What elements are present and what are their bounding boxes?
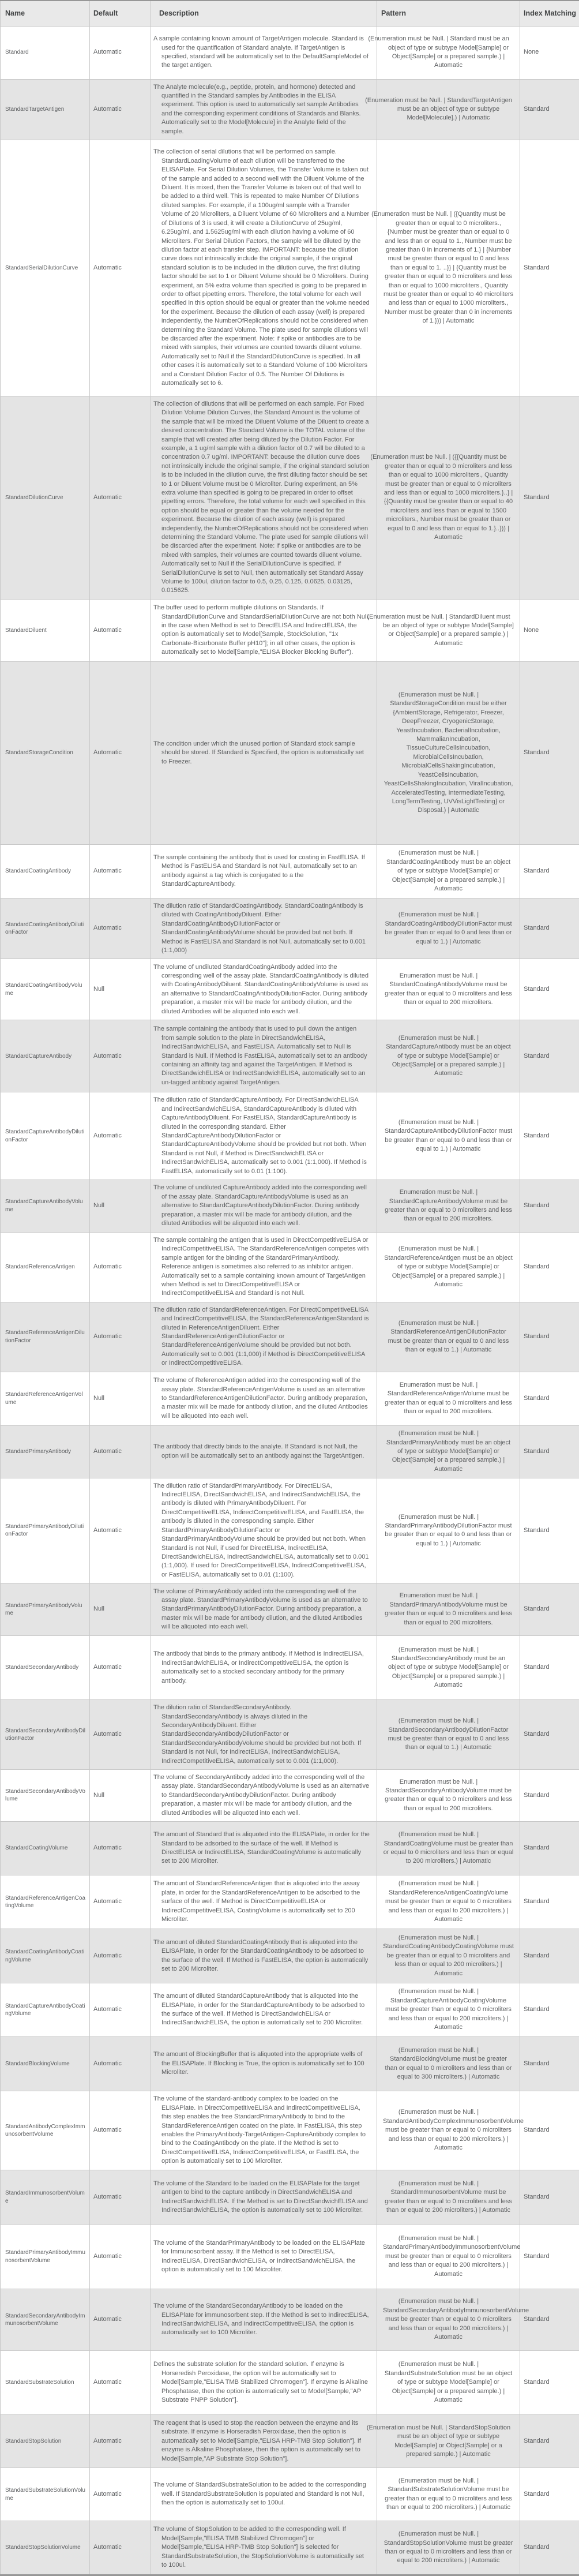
option-description-cell: The volume of StandardSubstrateSolution to be added to the corresponding well. If StandardSubstrateSolution is populated and Standard is not Null, then the option is automatically set to 100ul. (151, 2468, 377, 2521)
option-index-matching-cell: Standard (520, 2091, 579, 2170)
option-pattern-cell: (Enumeration must be Null. | StandardStopSolution must be an object of type or subtype Model[Sample] or Object[Sample] or a prepared sample.) | Automatic (377, 2415, 520, 2468)
table-row (1, 2225, 579, 2289)
option-description-cell: The buffer used to perform multiple dilutions on Standards. If StandardDilutionCurve and StandardSerialDilutionCurve are not both Null, in the case when Method is set to DirectELISA and IndirectELISA, the option is automatically set to Model[Sample, StockSolution, "1x Carbonate-Bicarbonate Buffer pH10"]; in all other cases, the option is automatically set to Model[Sample,"ELISA Blocker Blocking Buffer"). (151, 599, 377, 661)
option-name-cell: StandardSubstrateSolution (1, 2351, 90, 2415)
option-index-matching-cell: Standard (520, 1232, 579, 1302)
option-description-cell: The Analyte molecule(e.g., peptide, protein, and hormone) detected and quantified in the Standard samples by Antibodies in the ELISA experiment. This option is used to automatically set sample Antibodies and the corresponding experiment conditions of Standards and Blanks. Automatically set to the Model[Molecule] in the Analyte field of the sample. (151, 79, 377, 140)
option-index-matching-cell: Standard (520, 1425, 579, 1478)
option-pattern-cell: (Enumeration must be Null. | StandardTargetAntigen must be an object of type or subtype Model[Molecule].) | Automatic (377, 79, 520, 140)
column-header-name: Name (1, 1, 90, 26)
table-row (1, 2521, 579, 2575)
header-row (1, 1, 579, 26)
column-header-default: Default (90, 1, 151, 26)
option-pattern-cell: (Enumeration must be Null. | StandardCoatingAntibodyCoatingVolume must be greater than or equal to 0 microliters and less than or equal to 200 microliters.) | Automatic (377, 1929, 520, 1983)
column-header-description: Description (151, 1, 377, 26)
option-name-cell: StandardDilutionCurve (1, 396, 90, 599)
column-header-index-matching: Index Matching (520, 1, 579, 26)
option-index-matching-cell: Standard (520, 79, 579, 140)
option-description-cell: The amount of StandardReferenceAntigen that is aliquoted into the assay plate, in order for the StandardReferenceAntigen to be adsorbed to the surface of the well. If Method is DirectCompetitiveELISA or IndirectCompetitiveELISA, CoatingVolume is automatically set to 200 Microliter. (151, 1875, 377, 1929)
option-default-cell: Automatic (90, 1700, 151, 1770)
option-name-cell: StandardSecondaryAntibodyDilutionFactor (1, 1700, 90, 1770)
option-default-cell: Null (90, 959, 151, 1020)
option-name-cell: StandardSecondaryAntibody (1, 1636, 90, 1700)
option-name-cell: StandardPrimaryAntibodyDilutionFactor (1, 1478, 90, 1583)
option-default-cell: Automatic (90, 1929, 151, 1983)
option-pattern-cell: Enumeration must be Null. | StandardPrimaryAntibodyVolume must be greater than or equal to 0 microliters and less than or equal to 200 microliters. (377, 1583, 520, 1636)
option-pattern-cell: (Enumeration must be Null. | Standard must be an object of type or subtype Model[Sample] or Object[Sample] or a prepared sample.) | Automatic (377, 26, 520, 79)
option-index-matching-cell: Standard (520, 1302, 579, 1372)
option-index-matching-cell: Standard (520, 1583, 579, 1636)
option-default-cell: Automatic (90, 2037, 151, 2091)
table-row (1, 396, 579, 599)
option-description-cell: The amount of diluted StandardCoatingAntibody that is aliquoted into the ELISAPlate, in order for the StandardCoatingAntibody to be adsorbed to the surface of the well. If Method is FastELISA, the option is automatically set to 200 Microliter. (151, 1929, 377, 1983)
table-row (1, 661, 579, 844)
table-row (1, 599, 579, 661)
option-default-cell: Automatic (90, 1636, 151, 1700)
option-index-matching-cell: Standard (520, 1180, 579, 1232)
option-index-matching-cell: Standard (520, 1875, 579, 1929)
option-name-cell: StandardStopSolution (1, 2415, 90, 2468)
option-name-cell: StandardPrimaryAntibody (1, 1425, 90, 1478)
option-default-cell: Automatic (90, 1302, 151, 1372)
option-description-cell: The volume of the Standard to be loaded on the ELISAPlate for the target antigen to bind to the capture antibody in DirectSandwichELISA and IndirectSandwichELISA. If the Method is set to DirectSandwichELISA and IndirectSandwichELISA, the option is automatically set to 100 Microliter. (151, 2170, 377, 2225)
option-pattern-cell: Enumeration must be Null. | StandardCoatingAntibodyVolume must be greater than or equal to 0 microliters and less than or equal to 200 microliters. (377, 959, 520, 1020)
option-description-cell: The volume of the StandardSecondaryAntibody to be loaded on the ELISAPlate for immunosorbent step. If the Method is set to IndirectELISA, IndirectSandwichELISA, and IndirectCompetitiveELISA, the option is automatically set to 100 Microliter. (151, 2289, 377, 2351)
option-default-cell: Automatic (90, 599, 151, 661)
option-name-cell: StandardReferenceAntigenVolume (1, 1372, 90, 1425)
option-index-matching-cell: Standard (520, 661, 579, 844)
option-name-cell: StandardCoatingAntibodyCoatingVolume (1, 1929, 90, 1983)
table-row (1, 1875, 579, 1929)
table-row (1, 844, 579, 898)
option-name-cell: StandardReferenceAntigenCoatingVolume (1, 1875, 90, 1929)
option-pattern-cell: (Enumeration must be Null. | StandardCaptureAntibodyCoatingVolume must be greater than or equal to 0 microliters and less than or equal to 200 microliters.) | Automatic (377, 1983, 520, 2037)
option-description-cell: The sample containing the antibody that is used to pull down the antigen from sample solution to the plate in DirectSandwichELISA, IndirectSandwichELISA, and FastELISA. Automatically set to Null is Standard is Null. If Method is FastELISA, automatically set to an antibody containing an affinity tag and against the TargetAntigen. If Method is DirectSandwichELISA or IndirectSandwichELISA, automatically set to an un-tagged antibody against TargetAntigen. (151, 1020, 377, 1092)
option-description-cell: The amount of diluted StandardCaptureAntibody that is aliquoted into the ELISAPlate, in order for the StandardCaptureAntibody to be adsorbed to the surface of the well. If Method is DirectSandwichELISA or IndirectSandwichELISA, the option is automatically set to 200 Microliter. (151, 1983, 377, 2037)
option-index-matching-cell: Standard (520, 2170, 579, 2225)
option-description-cell: The antibody that directly binds to the analyte. If Standard is not Null, the option will be automatically set to an antibody against the TargetAntigen. (151, 1425, 377, 1478)
option-name-cell: StandardReferenceAntigenDilutionFactor (1, 1302, 90, 1372)
option-default-cell: Automatic (90, 396, 151, 599)
option-default-cell: Automatic (90, 2415, 151, 2468)
option-pattern-cell: (Enumeration must be Null. | ({Quantity must be greater than or equal to 0 microliters., {Number must be greater than or equal to 0 and less than or equal to 1., Number must be greater than 0 in increments of 1.} | {Number must be greater than or equal to 0 and less than or equal to 1. ..}} | {Quantity must be greater than or equal to 0 microliters and less than or equal to 1000 microliters., Quantity must be greater than or equal to 40 microliters and less than or equal to 1000 microliters., Number must be greater than 0 in increments of 1.})) | Automatic (377, 140, 520, 396)
option-index-matching-cell: Standard (520, 1929, 579, 1983)
table-row (1, 1769, 579, 1821)
option-default-cell: Automatic (90, 140, 151, 396)
option-description-cell: The reagent that is used to stop the reaction between the enzyme and its substrate. If enzyme is Horseradish Peroxidase, then the option is automatically set to Model[Sample,"ELISA HRP-TMB Stop Solution"]. If enzyme is Alkaline Phosphatase, then the option is automatically set to Model[Sample,"AP Substrate Stop Solution"]. (151, 2415, 377, 2468)
option-default-cell: Automatic (90, 1425, 151, 1478)
option-description-cell: The dilution ratio of StandardCaptureAntibody. For DirectSandwichELISA and IndirectSandwichELISA, StandardCaptureAntibody is diluted with CaptureAntibodyDiluent. For FastELISA, StandardCaptureAntibody is diluted in the corresponding standard. Either StandardCaptureAntibodyDilutionFactor or StandardCaptureAntibodyVolume should be provided but not both. When Standard is not Null, if Method is DirectSandwichELISA or IndirectSandwichELISA, automatically set to 0.001 (1:1,000). If Method is FastELISA, automatically set to 0.01 (1:100). (151, 1092, 377, 1180)
option-pattern-cell: (Enumeration must be Null. | StandardCoatingAntibody must be an object of type or subtype Model[Sample] or Object[Sample] or a prepared sample.) | Automatic (377, 844, 520, 898)
option-name-cell: StandardReferenceAntigen (1, 1232, 90, 1302)
table-header (1, 1, 579, 26)
column-header-pattern: Pattern (377, 1, 520, 26)
option-description-cell: The dilution ratio of StandardReferenceAntigen. For DirectCompetitiveELISA and IndirectCompetitiveELISA, the StandardReferenceAntigenStandard is diluted in ReferenceAntigenDiluent. Either StandardReferenceAntigenDilutionFactor or StandardReferenceAntigenVolume should be provided but not both. Automatically set to 0.001 (1:1,000) if Method is DirectCompetitiveELISA or IndirectCompetitiveELISA. (151, 1302, 377, 1372)
option-description-cell: The sample containing the antigen that is used in DirectCompetitiveELISA or IndirectCompetitiveELISA. The StandardReferenceAntigen competes with sample antigen for the binding of the StandardPrimaryAntibody. Reference antigen is sometimes also referred to as inhibitor antigen. Automatically set to a sample containing known amount of TargetAntigen when Method is set to DirectCompetitiveELISA or IndirectCompetitiveELISA and Standard is not Null. (151, 1232, 377, 1302)
option-index-matching-cell: Standard (520, 2351, 579, 2415)
option-pattern-cell: (Enumeration must be Null. | StandardDiluent must be an object of type or subtype Model[Sample] or Object[Sample] or a prepared sample.) | Automatic (377, 599, 520, 661)
option-name-cell: StandardSubstrateSolutionVolume (1, 2468, 90, 2521)
table-row (1, 1302, 579, 1372)
table-row (1, 1583, 579, 1636)
option-pattern-cell: (Enumeration must be Null. | StandardSecondaryAntibodyDilutionFactor must be greater than or equal to 0 and less than or equal to 1.) | Automatic (377, 1700, 520, 1770)
option-name-cell: StandardSecondaryAntibodyVolume (1, 1769, 90, 1821)
option-index-matching-cell: None (520, 599, 579, 661)
option-name-cell: Standard (1, 26, 90, 79)
option-name-cell: StandardCaptureAntibodyCoatingVolume (1, 1983, 90, 2037)
option-pattern-cell: (Enumeration must be Null. | StandardSecondaryAntibody must be an object of type or subtype Model[Sample] or Object[Sample] or a prepared sample.) | Automatic (377, 1636, 520, 1700)
table-row (1, 1636, 579, 1700)
table-row (1, 1983, 579, 2037)
option-pattern-cell: (Enumeration must be Null. | StandardReferenceAntigenCoatingVolume must be greater than or equal to 0 microliters and less than or equal to 200 microliters.) | Automatic (377, 1875, 520, 1929)
option-pattern-cell: (Enumeration must be Null. | StandardReferenceAntigenDilutionFactor must be greater than or equal to 0 and less than or equal to 1.) | Automatic (377, 1302, 520, 1372)
option-default-cell: Automatic (90, 1478, 151, 1583)
option-pattern-cell: (Enumeration must be Null. | StandardSecondaryAntibodyImmunosorbentVolume must be greater than or equal to 0 microliters and less than or equal to 200 microliters.) | Automatic (377, 2289, 520, 2351)
option-index-matching-cell: Standard (520, 1478, 579, 1583)
table-row (1, 2037, 579, 2091)
option-name-cell: StandardTargetAntigen (1, 79, 90, 140)
table-row (1, 2091, 579, 2170)
option-description-cell: The volume of ReferenceAntigen added into the corresponding well of the assay plate. StandardReferenceAntigenVolume is used as an alternative to StandardReferenceAntigenDilutionFactor. During antibody preparation, a master mix will be made for antibody dilution, and the diluted Antibodies will be aliquoted into each well. (151, 1372, 377, 1425)
option-default-cell: Automatic (90, 1983, 151, 2037)
option-description-cell: The amount of BlockingBuffer that is aliquoted into the appropriate wells of the ELISAPlate. If Blocking is True, the option is automatically set to 100 Microliter. (151, 2037, 377, 2091)
option-description-cell: The antibody that binds to the primary antibody. If Method is IndirectELISA, IndirectSandwichELISA, or IndirectCompetitiveELISA, the option is automatically set to a stocked secondary antibody for the primary antibody. (151, 1636, 377, 1700)
option-name-cell: StandardDiluent (1, 599, 90, 661)
option-pattern-cell: (Enumeration must be Null. | StandardStopSolutionVolume must be greater than or equal to 0 microliters and less than or equal to 200 microliters.) | Automatic (377, 2521, 520, 2575)
option-description-cell: The volume of StopSolution to be added to the corresponding well. If Model[Sample,"ELISA TMB Stabilized Chromogen"] or Model[Sample,"ELISA HRP-TMB Stop Solution"] is selected for StandardSubstrateSolution, the StopSolutionVolume is automatically set to 100ul. (151, 2521, 377, 2575)
option-pattern-cell: (Enumeration must be Null. | StandardCaptureAntibody must be an object of type or subtype Model[Sample] or Object[Sample] or a prepared sample.) | Automatic (377, 1020, 520, 1092)
table-row (1, 1372, 579, 1425)
table-row (1, 26, 579, 79)
table-row (1, 1425, 579, 1478)
option-index-matching-cell: None (520, 26, 579, 79)
option-index-matching-cell: Standard (520, 2225, 579, 2289)
option-default-cell: Automatic (90, 1822, 151, 1875)
table-row (1, 2170, 579, 2225)
option-index-matching-cell: Standard (520, 844, 579, 898)
option-name-cell: StandardPrimaryAntibodyVolume (1, 1583, 90, 1636)
option-pattern-cell: (Enumeration must be Null. | StandardCoatingAntibodyDilutionFactor must be greater than or equal to 0 and less than or equal to 1.) | Automatic (377, 898, 520, 958)
option-default-cell: Automatic (90, 898, 151, 958)
option-name-cell: StandardImmunosorbentVolume (1, 2170, 90, 2225)
option-name-cell: StandardPrimaryAntibodyImmunosorbentVolume (1, 2225, 90, 2289)
option-name-cell: StandardCoatingAntibodyDilutionFactor (1, 898, 90, 958)
option-description-cell: The volume of undiluted StandardCoatingAntibody added into the corresponding well of the assay plate. StandardCoatingAntibody is diluted with CoatingAntibodyDiluent. StandardCoatingAntibodyVolume is used as an alternative to StandardCoatingAntibodyDilutionFactor. During antibody preparation, a master mix will be made for antibody dilution, and the diluted Antibodies will be aliquoted into each well. (151, 959, 377, 1020)
option-pattern-cell: Enumeration must be Null. | StandardCaptureAntibodyVolume must be greater than or equal to 0 microliters and less than or equal to 200 microliters. (377, 1180, 520, 1232)
table-row (1, 79, 579, 140)
option-name-cell: StandardCoatingVolume (1, 1822, 90, 1875)
option-description-cell: The volume of undiluted CaptureAntibody added into the corresponding well of the assay plate. StandardCaptureAntibodyVolume is used as an alternative to StandardCaptureAntibodyDilutionFactor. During antibody preparation, a master mix will be made for antibody dilution, and the diluted Antibodies will be aliquoted into each well. (151, 1180, 377, 1232)
option-description-cell: The volume of PrimaryAntibody added into the corresponding well of the assay plate. StandardPrimaryAntibodyVolume is used as an alternative to StandardPrimaryAntibodyDilutionFactor. During antibody preparation, a master mix will be made for antibody dilution, and the diluted Antibodies will be aliquoted into each well. (151, 1583, 377, 1636)
option-index-matching-cell: Standard (520, 2468, 579, 2521)
option-pattern-cell: (Enumeration must be Null. | StandardBlockingVolume must be greater than or equal to 0 microliters and less than or equal to 300 microliters.) | Automatic (377, 2037, 520, 2091)
option-default-cell: Automatic (90, 1020, 151, 1092)
table-row (1, 1092, 579, 1180)
option-pattern-cell: Enumeration must be Null. | StandardSecondaryAntibodyVolume must be greater than or equal to 0 microliters and less than or equal to 200 microliters. (377, 1769, 520, 1821)
option-index-matching-cell: Standard (520, 1372, 579, 1425)
option-default-cell: Automatic (90, 1875, 151, 1929)
option-index-matching-cell: Standard (520, 959, 579, 1020)
option-default-cell: Automatic (90, 2289, 151, 2351)
option-pattern-cell: (Enumeration must be Null. | StandardPrimaryAntibody must be an object of type or subtype Model[Sample] or Object[Sample] or a prepared sample.) | Automatic (377, 1425, 520, 1478)
option-description-cell: The collection of dilutions that will be performed on each sample. For Fixed Dilution Volume Dilution Curves, the Standard Amount is the volume of the sample that will be mixed the Diluent Volume of the Diluent to create a desired concentration. The Standard Volume is the TOTAL volume of the sample that will created after being diluted by the Dilution Factor. For example, a 1 ug/ml sample with a dilution factor of 0.7 will be diluted to a concentration 0.7 ug/ml. IMPORTANT: because the dilution curve does not intrinsically include the original sample, if the original standard solution is to be included in the dilution curve, the first diluting factor should be set to 1 or Diluent Volume must be 0 Microliter. During experiment, an 5% extra volume than specified is going to be prepared in order to offset pipetting errors. Therefore, the total volume for each well specified in this option should be equal or greater than the volume needed for the experiment. Because the dilution of each assay (well) is prepared independently, the NumberOfReplications should not be considered when determining the Standard Volume. The plate used for sample dilutions will be discarded after the experiment. Note: if spike or antibodies are to be mixed with samples, their volumes are counted towards diluent volume. Automatically set to Null if the SerialDilutionCurve is specified. If SerialDilutionCurve is set to Null, then automatically set Standard Assay Volume to 100ul, dilution factor to 0.5, 0.25, 0.125, 0.0625, 0.03125, 0.015625. (151, 396, 377, 599)
table-row (1, 2289, 579, 2351)
option-description-cell: A sample containing known amount of TargetAntigen molecule. Standard is used for the quantification of Standard analyte. If TargetAntigen is specified, standard will be automatically set to the DefaultSampleModel of the target antigen. (151, 26, 377, 79)
option-pattern-cell: (Enumeration must be Null. | StandardPrimaryAntibodyImmunosorbentVolume must be greater than or equal to 0 microliters and less than or equal to 200 microliters.) | Automatic (377, 2225, 520, 2289)
option-pattern-cell: (Enumeration must be Null. | StandardImmunosorbentVolume must be greater than or equal to 0 microliters and less than or equal to 200 microliters.) | Automatic (377, 2170, 520, 2225)
option-default-cell: Automatic (90, 2468, 151, 2521)
option-name-cell: StandardSecondaryAntibodyImmunosorbentVolume (1, 2289, 90, 2351)
table-row (1, 2468, 579, 2521)
option-index-matching-cell: Standard (520, 1020, 579, 1092)
table-row (1, 959, 579, 1020)
table-row (1, 1180, 579, 1232)
option-index-matching-cell: Standard (520, 2521, 579, 2575)
option-default-cell: Automatic (90, 26, 151, 79)
option-index-matching-cell: Standard (520, 2289, 579, 2351)
table-row (1, 1478, 579, 1583)
option-index-matching-cell: Standard (520, 1822, 579, 1875)
option-description-cell: The condition under which the unused portion of Standard stock sample should be stored. If Standard is Specified, the option is automatically set to Freezer. (151, 661, 377, 844)
option-pattern-cell: (Enumeration must be Null. | StandardCaptureAntibodyDilutionFactor must be greater than or equal to 0 and less than or equal to 1.) | Automatic (377, 1092, 520, 1180)
table-row (1, 1020, 579, 1092)
option-index-matching-cell: Standard (520, 2415, 579, 2468)
table-row (1, 1929, 579, 1983)
option-pattern-cell: Enumeration must be Null. | StandardReferenceAntigenVolume must be greater than or equal to 0 microliters and less than or equal to 200 microliters. (377, 1372, 520, 1425)
option-pattern-cell: (Enumeration must be Null. | StandardPrimaryAntibodyDilutionFactor must be greater than or equal to 0 and less than or equal to 1.) | Automatic (377, 1478, 520, 1583)
option-pattern-cell: (Enumeration must be Null. | StandardSubstrateSolution must be an object of type or subtype Model[Sample] or Object[Sample] or a prepared sample.) | Automatic (377, 2351, 520, 2415)
option-default-cell: Null (90, 1180, 151, 1232)
option-index-matching-cell: Standard (520, 140, 579, 396)
option-index-matching-cell: Standard (520, 2037, 579, 2091)
table-row (1, 140, 579, 396)
option-pattern-cell: (Enumeration must be Null. | StandardReferenceAntigen must be an object of type or subtype Model[Sample] or Object[Sample] or a prepared sample.) | Automatic (377, 1232, 520, 1302)
option-description-cell: The sample containing the antibody that is used for coating in FastELISA. If Method is FastELISA and Standard is not Null, automatically set to an antibody against a tag which is conjugated to a the StandardCaptureAntibody. (151, 844, 377, 898)
option-description-cell: The dilution ratio of StandardSecondaryAntibody. StandardSecondaryAntibody is always diluted in the SecondaryAntibodyDiluent. Either StandardSecondaryAntibodyDilutionFactor or StandardSecondaryAntibodyVolume should be provided but not both. If Standard is not Null, for IndirectELISA, IndirectSandwichELISA, IndirectCompetitiveELISA, automatically set to 0.001 (1:1,000). (151, 1700, 377, 1770)
option-name-cell: StandardStopSolutionVolume (1, 2521, 90, 2575)
option-default-cell: Automatic (90, 661, 151, 844)
option-name-cell: StandardSerialDilutionCurve (1, 140, 90, 396)
option-index-matching-cell: Standard (520, 1636, 579, 1700)
options-table-body (1, 26, 579, 2575)
option-index-matching-cell: Standard (520, 1092, 579, 1180)
option-index-matching-cell: Standard (520, 898, 579, 958)
option-description-cell: The amount of Standard that is aliquoted into the ELISAPlate, in order for the Standard to be adsorbed to the surface of the well. If Method is DirectELISA or IndirectELISA, StandardCoatingVolume is automatically set to 200 Microliter. (151, 1822, 377, 1875)
option-name-cell: StandardAntibodyComplexImmunosorbentVolume (1, 2091, 90, 2170)
option-default-cell: Automatic (90, 2351, 151, 2415)
table-row (1, 1700, 579, 1770)
option-default-cell: Automatic (90, 2225, 151, 2289)
option-pattern-cell: (Enumeration must be Null. | StandardCoatingVolume must be greater than or equal to 0 microliters and less than or equal to 200 microliters.) | Automatic (377, 1822, 520, 1875)
option-description-cell: The volume of SecondaryAntibody added into the corresponding well of the assay plate. StandardSecondaryAntibodyVolume is used as an alternative to StandardSecondaryAntibodyDilutionFactor. During antibody preparation, a master mix will be made for antibody dilution, and the diluted Antibodies will be aliquoted into each well. (151, 1769, 377, 1821)
option-default-cell: Automatic (90, 844, 151, 898)
table-row (1, 898, 579, 958)
option-default-cell: Automatic (90, 2170, 151, 2225)
option-description-cell: The volume of the StandarPrimaryAntibody to be loaded on the ELISAPlate for Immunosorbent assay. If the Method is set to DirectELISA, IndirectELISA, DirectSandwichELISA, or IndirectSandwichELISA, the option is automatically set to 100 Microliter. (151, 2225, 377, 2289)
option-default-cell: Automatic (90, 79, 151, 140)
option-description-cell: The dilution ratio of StandardPrimaryAntibody. For DirectELISA, IndirectELISA, DirectSandwichELISA, and IndirectSandwichELISA, the antibody is diluted with PrimaryAntibodyDiluent. For DirectCompetitiveELISA, IndirectCompetitiveELISA, and FastELISA, the antibody is diluted in the corresponding sample. Either StandardPrimaryAntibodyDilutionFactor or StandardPrimaryAntibodyVolume should be provided but not both. When Standard is not Null, if used for DirectELISA, IndirectELISA, DirectSandwichELISA, IndirectSandwichELISA, automatically set to 0.001 (1:1,000). If used for DirectCompetitiveELISA, IndirectCompetitiveELISA, or FastELISA, automatically set to 0.01 (1:100). (151, 1478, 377, 1583)
option-name-cell: StandardCoatingAntibodyVolume (1, 959, 90, 1020)
option-index-matching-cell: Standard (520, 1769, 579, 1821)
table-row (1, 2415, 579, 2468)
table-row (1, 1232, 579, 1302)
option-index-matching-cell: Standard (520, 396, 579, 599)
option-name-cell: StandardCaptureAntibody (1, 1020, 90, 1092)
option-index-matching-cell: Standard (520, 1700, 579, 1770)
option-pattern-cell: (Enumeration must be Null. | StandardSubstrateSolutionVolume must be greater than or equal to 0 microliters and less than or equal to 200 microliters.) | Automatic (377, 2468, 520, 2521)
option-pattern-cell: (Enumeration must be Null. | StandardStorageCondition must be either {AmbientStorage, Refrigerator, Freezer, DeepFreezer, CryogenicStorage, YeastIncubation, BacterialIncubation, MammalianIncubation, TissueCultureCellsIncubation, MicrobialCellsIncubation, MicrobialCellsShakingIncubation, YeastCellsIncubation, YeastCellsShakingIncubation, ViralIncubation, AcceleratedTesting, IntermediateTesting, LongTermTesting, UVVisLightTesting} or Disposal.) | Automatic (377, 661, 520, 844)
option-description-cell: The collection of serial dilutions that will be performed on sample. StandardLoadingVolume of each dilution will be transferred to the ELISAPlate. For Serial Dilution Volumes, the Transfer Volume is taken out of the sample and added to a second well with the Diluent Volume of the Diluent. It is mixed, then the Transfer Volume is taken out of that well to be added to a third well. This is repeated to make Number Of Dilutions diluted samples. For example, if a 100ug/ml sample with a Transfer Volume of 20 Microliters, a Diluent Volume of 60 Microliters and a Number of Dilutions of 3 is used, it will create a DilutionCurve of 25ug/ml, 6.25ug/ml, and 1.5625ug/ml with each dilution having a volume of 60 Microliters. For Serial Dilution Factors, the sample will be diluted by the dilution factor at each transfer step. IMPORTANT: because the dilution curve does not intrinsically include the original sample, if the original standard solution is to be included in the dilution curve, the first diluting factor should be set to 1 or Diluent Volume should be 0 Microliters. During experiment, an 5% extra volume than specified is going to be prepared in order to offset pipetting errors. Therefore, the total volume for each well specified in this option should be equal or greater than the volume needed for the experiment. Because the dilution of each assay (well) is prepared independently, the NumberOfReplications should not be considered when determining the Standard Volume. The plate used for sample dilutions will be discarded after the experiment. Note: if spike or antibodies are to be mixed with samples, their volumes are counted towards diluent volume. Automatically set to Null if the StandardDilutionCurve is specified. In all other cases it is automatically set to a Standard Volume of 100 Microliters and a Constant Dilution Factor of 0.5. The Number Of Dilutions is automatically set to 6. (151, 140, 377, 396)
option-description-cell: The volume of the standard-antibody complex to be loaded on the ELISAPlate. In DirectCompetitiveELISA and IndirectCompetitiveELISA, this step enables the free StandardPrimaryAntibody to bind to the StandardReferenceAntigen coated on the plate. In FastELISA, this step enables the PrimaryAntibody-TargetAntigen-CaptureAntibody complex to bind to the CoatingAntibody on the plate. If the Method is set to DirectCompetitiveELISA, IndirectCompetitiveELISA, or FastELISA, the option is automatically set to 100 Microliter. (151, 2091, 377, 2170)
option-default-cell: Null (90, 1372, 151, 1425)
option-name-cell: StandardStorageCondition (1, 661, 90, 844)
option-name-cell: StandardCoatingAntibody (1, 844, 90, 898)
option-default-cell: Automatic (90, 2091, 151, 2170)
option-name-cell: StandardCaptureAntibodyDilutionFactor (1, 1092, 90, 1180)
option-description-cell: The dilution ratio of StandardCoatingAntibody. StandardCoatingAntibody is diluted with CoatingAntibodyDiluent. Either StandardCoatingAntibodyDilutionFactor or StandardCoatingAntibodyVolume should be provided but not both. If Method is FastELISA and Standard is not Null, automatically set to 0.001 (1:1,000) (151, 898, 377, 958)
option-name-cell: StandardBlockingVolume (1, 2037, 90, 2091)
table-row (1, 2351, 579, 2415)
option-description-cell: Defines the substrate solution for the standard solution. If enzyme is Horseredish Peroxidase, the option will be automatically set to Model[Sample,"ELISA TMB Stabilized Chromogen"]. If enzyme is Alkaline Phosphatase, then the option is automatically set to Model[Sample,"AP Substrate PNPP Solution"]. (151, 2351, 377, 2415)
option-default-cell: Null (90, 1583, 151, 1636)
option-default-cell: Automatic (90, 2521, 151, 2575)
option-name-cell: StandardCaptureAntibodyVolume (1, 1180, 90, 1232)
option-pattern-cell: (Enumeration must be Null. | ({{Quantity must be greater than or equal to 0 microliters and less than or equal to 1000 microliters., Quantity must be greater than or equal to 0 microliters and less than or equal to 1000 microliters.}..} | {{Quantity must be greater than or equal to 40 microliters and less than or equal to 1500 microliters., Number must be greater than or equal to 0 and less than or equal to 1.}..})) | Automatic (377, 396, 520, 599)
option-default-cell: Automatic (90, 1092, 151, 1180)
table-row (1, 1822, 579, 1875)
option-default-cell: Automatic (90, 1232, 151, 1302)
option-index-matching-cell: Standard (520, 1983, 579, 2037)
option-default-cell: Null (90, 1769, 151, 1821)
option-pattern-cell: (Enumeration must be Null. | StandardAntibodyComplexImmunosorbentVolume must be greater than or equal to 0 microliters and less than or equal to 200 microliters.) | Automatic (377, 2091, 520, 2170)
